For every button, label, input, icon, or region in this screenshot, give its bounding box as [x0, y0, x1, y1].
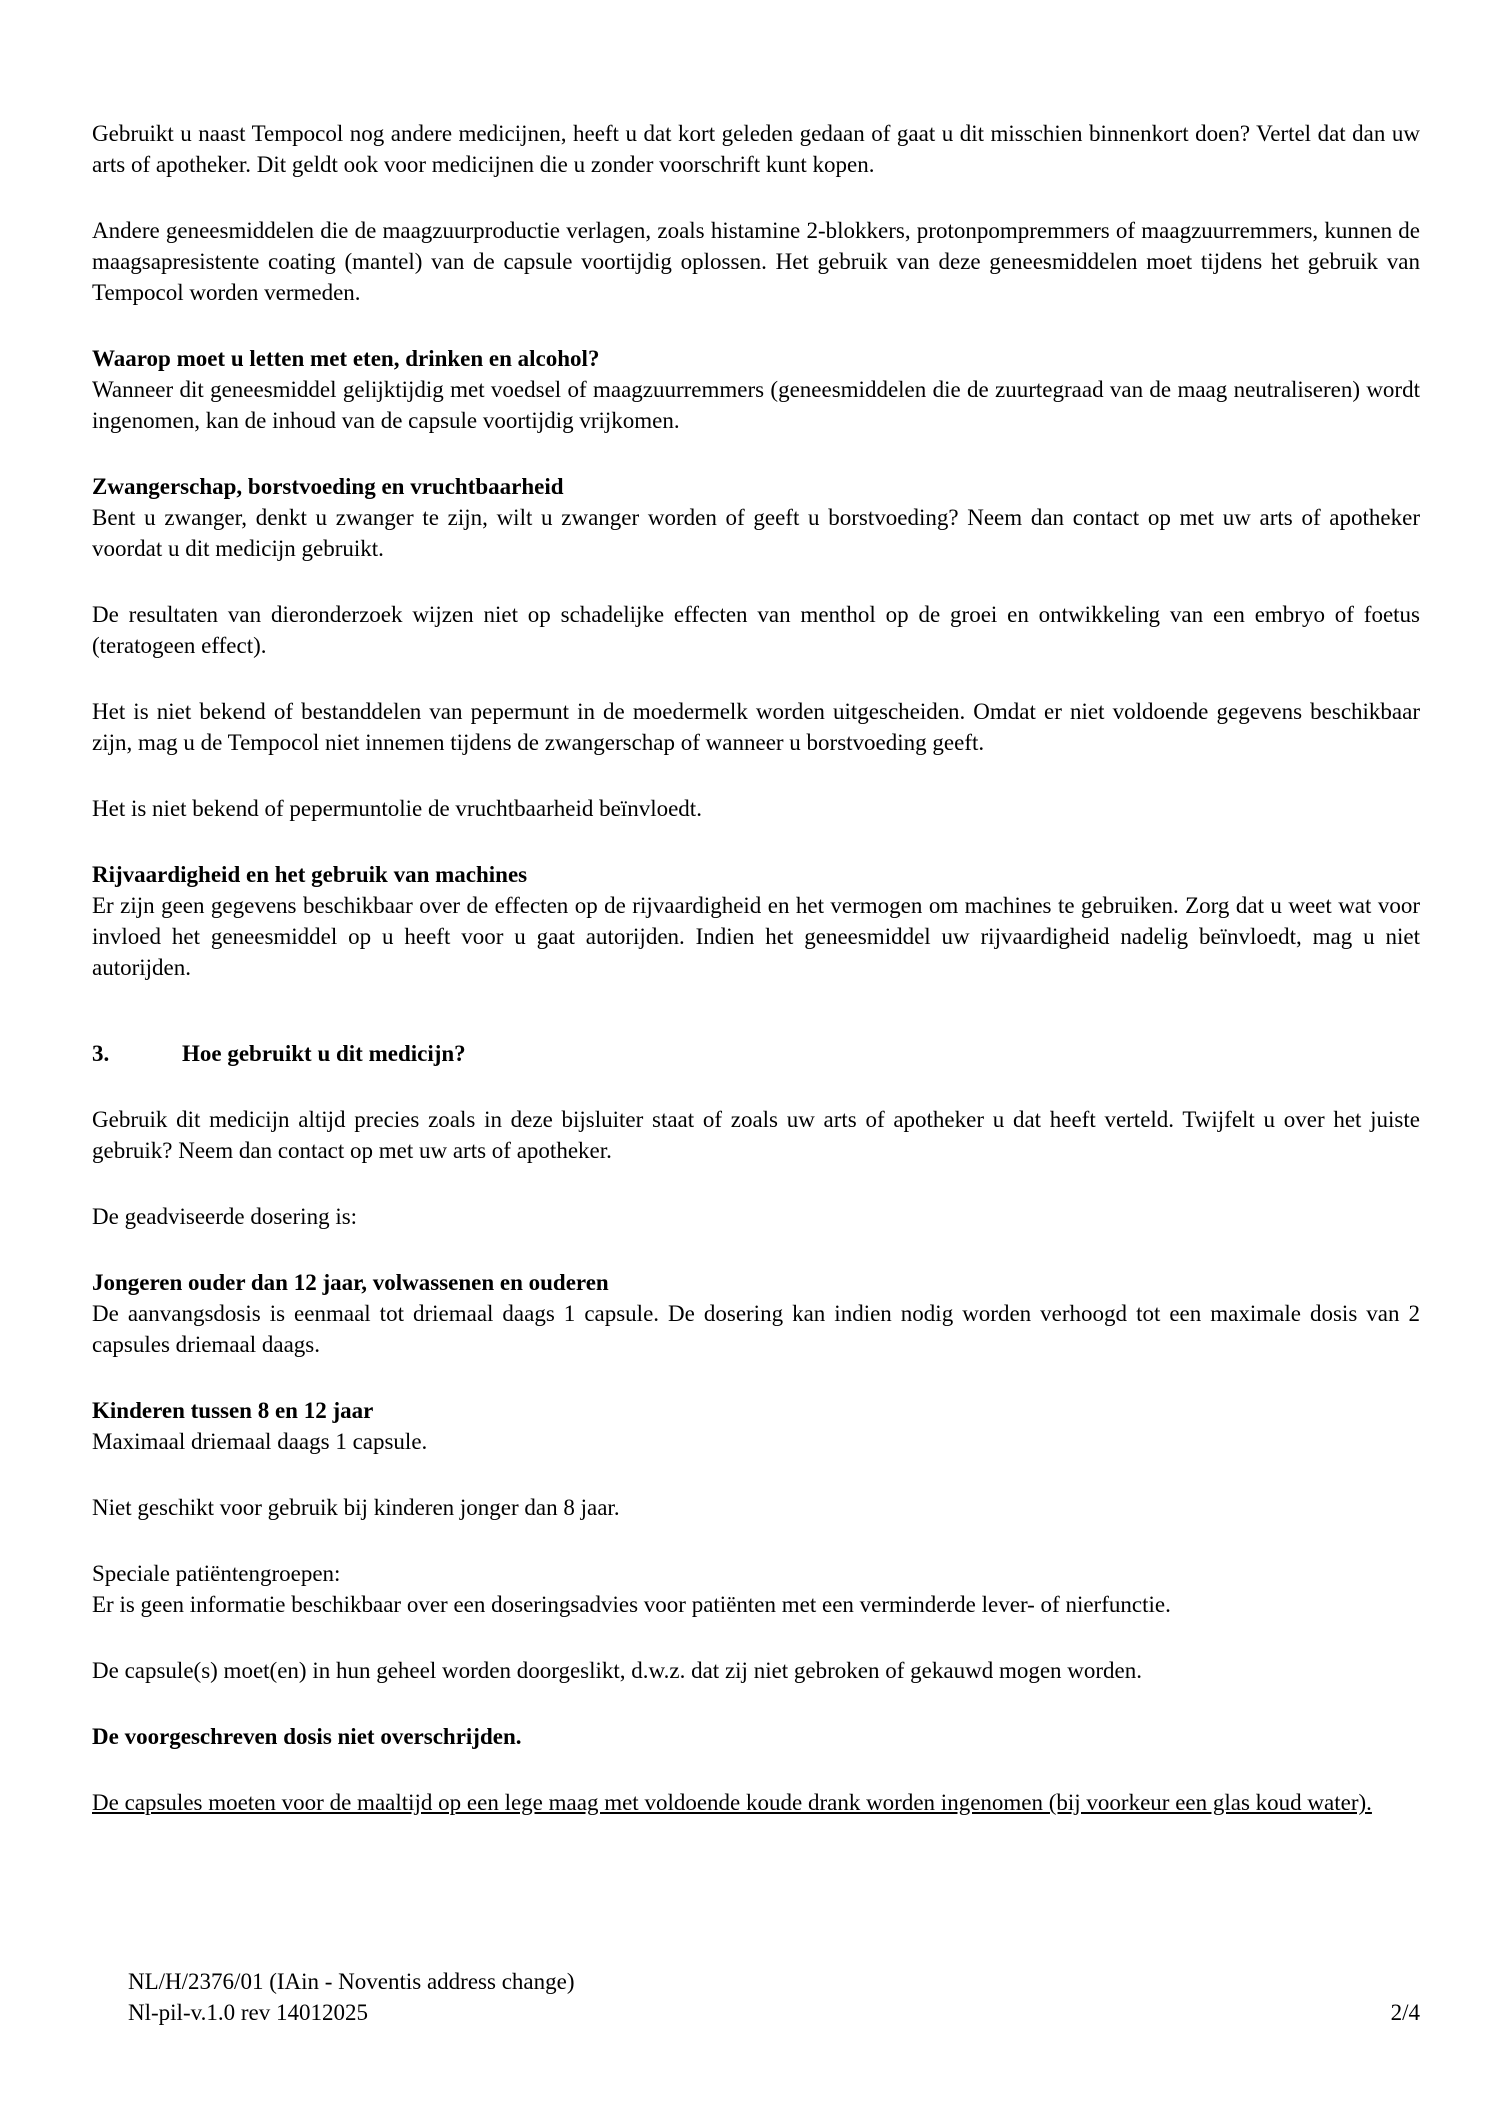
heading-driving: Rijvaardigheid en het gebruik van machines [92, 862, 528, 887]
paragraph-fertility: Het is niet bekend of pepermuntolie de vruchtbaarheid beïnvloedt. [92, 796, 702, 821]
paragraph-other-medicines: Gebruikt u naast Tempocol nog andere medicijnen, heeft u dat kort geleden gedaan of gaat u dit misschien binnenkort doen? Vertel dat dan uw arts of apotheker. Dit geldt ook voor medicijnen die u zonder voorschrift kunt kopen. [92, 121, 1420, 177]
section-title: Hoe gebruikt u dit medicijn? [182, 1041, 466, 1066]
paragraph-acid-reducers: Andere geneesmiddelen die de maagzuurproductie verlagen, zoals histamine 2-blokkers, protonpompremmers of maagzuurremmers, kunnen de maagsapresistente coating (mantel) van de capsule voortijdig oplossen. Het gebruik van deze geneesmiddelen moet tijdens het gebruik van Tempocol worden vermeden. [92, 218, 1420, 305]
paragraph-food-drink-alcohol: Wanneer dit geneesmiddel gelijktijdig met voedsel of maagzuurremmers (geneesmiddelen die de zuurtegraad van de maag neutraliseren) wordt ingenomen, kan de inhoud van de capsule voortijdig vrijkomen. [92, 377, 1420, 433]
paragraph-under-8: Niet geschikt voor gebruik bij kinderen jonger dan 8 jaar. [92, 1495, 620, 1520]
paragraph-animal-studies: De resultaten van dieronderzoek wijzen niet op schadelijke effecten van menthol op de groei en ontwikkeling van een embryo of foetus (teratogeen effect). [92, 602, 1420, 658]
heading-adolescents-adults: Jongeren ouder dan 12 jaar, volwassenen en ouderen [92, 1270, 609, 1295]
heading-children-8-12: Kinderen tussen 8 en 12 jaar [92, 1398, 374, 1423]
section-heading-3 [92, 1038, 1420, 1069]
paragraph-recommended-dose-intro: De geadviseerde dosering is: [92, 1204, 358, 1229]
paragraph-do-not-exceed: De voorgeschreven dosis niet overschrijden. [92, 1724, 522, 1749]
page-footer [128, 1966, 1420, 2028]
heading-pregnancy: Zwangerschap, borstvoeding en vruchtbaarheid [92, 474, 564, 499]
paragraph-driving: Er zijn geen gegevens beschikbaar over de effecten op de rijvaardigheid en het vermogen om machines te gebruiken. Zorg dat u weet wat voor invloed het geneesmiddel op u heeft voor u gaat autorijden. Indien het geneesmiddel uw rijvaardigheid nadelig beïnvloedt, mag u niet autorijden. [92, 893, 1420, 980]
page-number: 2/4 [1390, 2000, 1420, 2025]
footer-procedure-number: NL/H/2376/01 (IAin - Noventis address change) [128, 1969, 575, 1994]
paragraph-special-groups-label: Speciale patiëntengroepen: [92, 1561, 341, 1586]
footer-line2 [128, 1997, 1420, 2028]
paragraph-intake-instructions: De capsules moeten voor de maaltijd op een lege maag met voldoende koude drank worden ingenomen (bij voorkeur een glas koud water). [92, 1790, 1372, 1815]
footer-version: Nl-pil-v.1.0 rev 14012025 [128, 2000, 368, 2025]
paragraph-children-dose: Maximaal driemaal daags 1 capsule. [92, 1429, 428, 1454]
paragraph-adolescents-adults-dose: De aanvangsdosis is eenmaal tot driemaal daags 1 capsule. De dosering kan indien nodig worden verhoogd tot een maximale dosis van 2 capsules driemaal daags. [92, 1301, 1420, 1357]
paragraph-pregnancy-contact: Bent u zwanger, denkt u zwanger te zijn, wilt u zwanger worden of geeft u borstvoeding? Neem dan contact op met uw arts of apotheker voordat u dit medicijn gebruikt. [92, 505, 1420, 561]
document-content [92, 118, 1420, 1853]
section-number: 3. [92, 1041, 110, 1066]
paragraph-swallow-whole: De capsule(s) moet(en) in hun geheel worden doorgeslikt, d.w.z. dat zij niet gebroken of gekauwd mogen worden. [92, 1658, 1143, 1683]
paragraph-special-groups: Er is geen informatie beschikbaar over een doseringsadvies voor patiënten met een verminderde lever- of nierfunctie. [92, 1592, 1171, 1617]
heading-food-drink-alcohol: Waarop moet u letten met eten, drinken en alcohol? [92, 346, 600, 371]
paragraph-usage-general: Gebruik dit medicijn altijd precies zoals in deze bijsluiter staat of zoals uw arts of apotheker u dat heeft verteld. Twijfelt u over het juiste gebruik? Neem dan contact op met uw arts of apotheker. [92, 1107, 1420, 1163]
paragraph-breastfeeding: Het is niet bekend of bestanddelen van pepermunt in de moedermelk worden uitgescheiden. Omdat er niet voldoende gegevens beschikbaar zijn, mag u de Tempocol niet innemen tijdens de zwangerschap of wanneer u borstvoeding geeft. [92, 699, 1420, 755]
